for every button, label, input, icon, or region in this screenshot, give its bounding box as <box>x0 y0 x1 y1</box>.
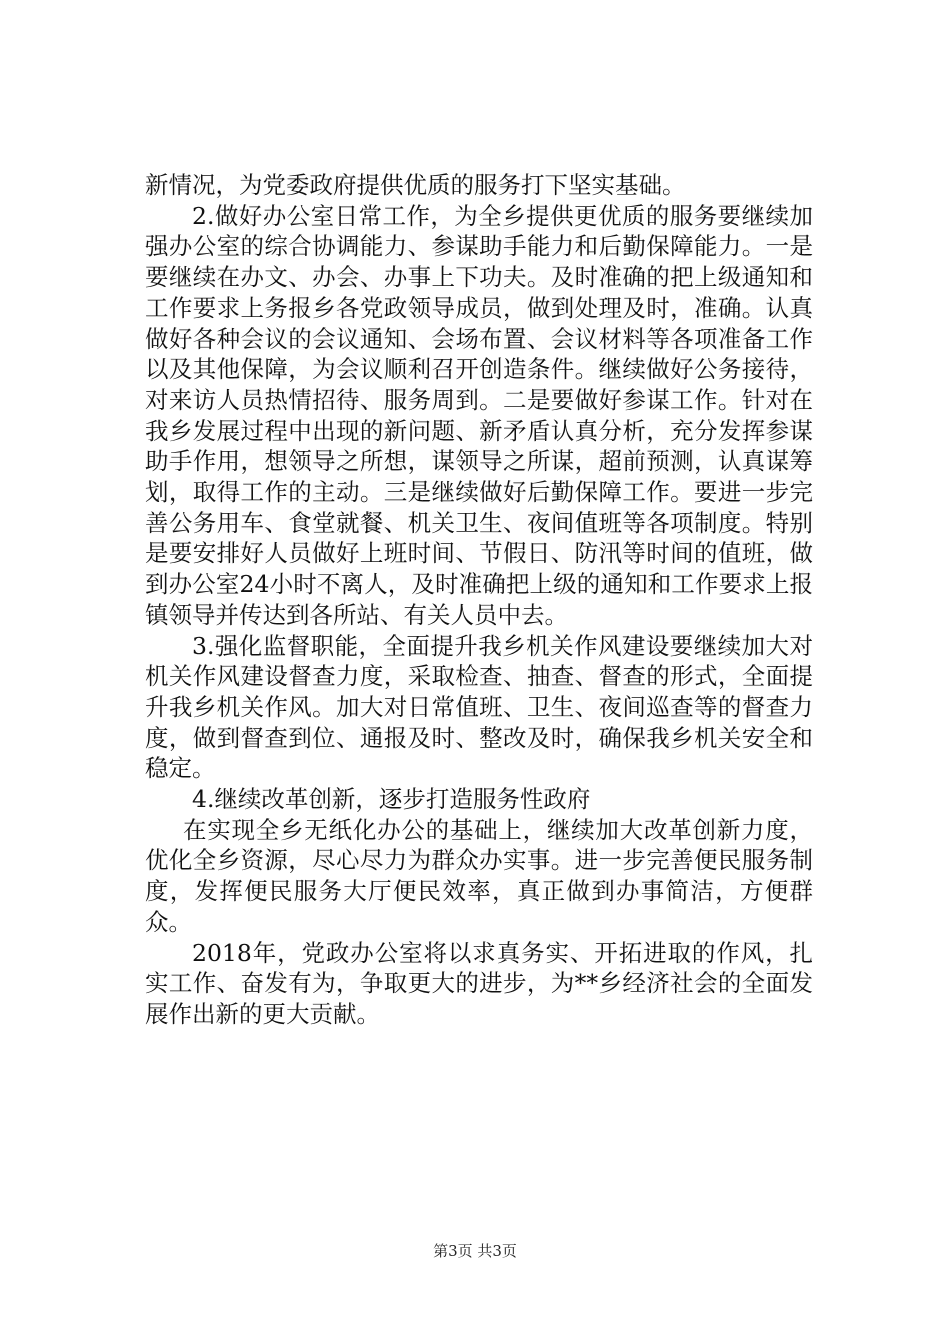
paragraph-item-2: 2.做好办公室日常工作，为全乡提供更优质的服务要继续加强办公室的综合协调能力、参谋助手能力和后勤保障能力。一是要继续在办文、办会、办事上下功夫。及时准确的把上级通知和工作要求上务报乡各党政领导成员，做到处理及时，准确。认真做好各种会议的会议通知、会场布置、会议材料等各项准备工作以及其他保障，为会议顺利召开创造条件。继续做好公务接待，对来访人员热情招待、服务周到。二是要做好参谋工作。针对在我乡发展过程中出现的新问题、新矛盾认真分析，充分发挥参谋助手作用，想领导之所想，谋领导之所谋，超前预测，认真谋筹划，取得工作的主动。三是继续做好后勤保障工作。要进一步完善公务用车、食堂就餐、机关卫生、夜间值班等各项制度。特别是要安排好人员做好上班时间、节假日、防汛等时间的值班，做到办公室24小时不离人，及时准确把上级的通知和工作要求上报镇领导并传达到各所站、有关人员中去。 <box>145 201 813 629</box>
page-number-label: 第3页 共3页 <box>433 1242 517 1260</box>
paragraph-continuation: 新情况，为党委政府提供优质的服务打下坚实基础。 <box>145 171 686 199</box>
paragraph-item-3: 3.强化监督职能，全面提升我乡机关作风建设要继续加大对机关作风建设督查力度，采取检查、抽查、督查的形式，全面提升我乡机关作风。加大对日常值班、卫生、夜间巡查等的督查力度，做到督查到位、通报及时、整改及时，确保我乡机关安全和稳定。 <box>145 631 813 783</box>
paragraph-item-4-body: 在实现全乡无纸化办公的基础上，继续加大改革创新力度，优化全乡资源，尽心尽力为群众办实事。进一步完善便民服务制度，发挥便民服务大厅便民效率，真正做到办事简洁，方便群众。 <box>145 815 813 936</box>
paragraph-item-4-heading: 4.继续改革创新，逐步打造服务性政府 <box>192 785 591 814</box>
page-footer <box>0 1241 950 1261</box>
paragraph-closing: 2018年，党政办公室将以求真务实、开拓进取的作风，扎实工作、奋发有为，争取更大的进步，为**乡经济社会的全面发展作出新的更大贡献。 <box>145 938 813 1028</box>
document-body <box>145 170 813 1030</box>
